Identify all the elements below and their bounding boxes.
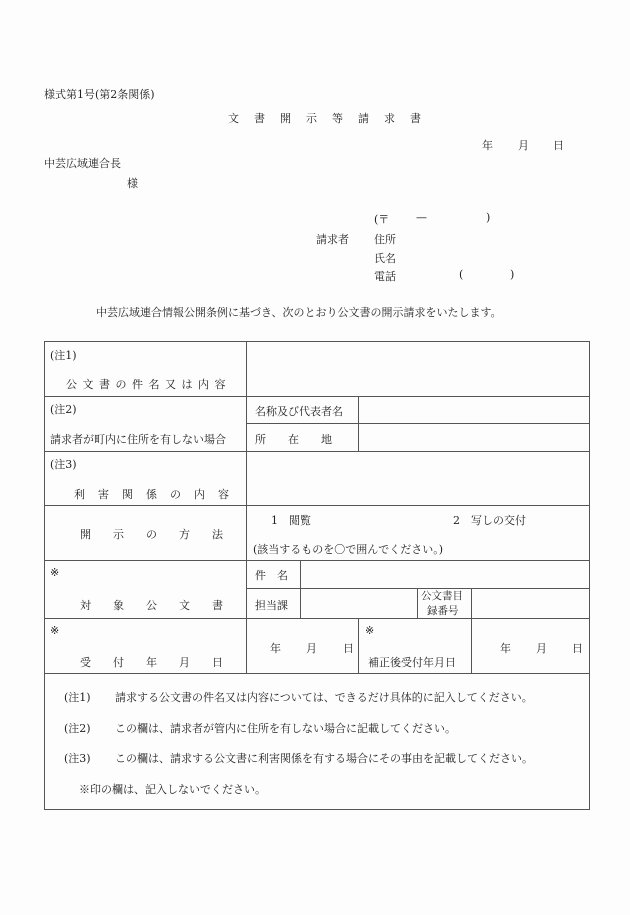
column-divider	[417, 588, 418, 618]
row-divider	[44, 618, 589, 619]
row-divider	[44, 451, 589, 452]
option-copy[interactable]: 2 写しの交付	[453, 514, 526, 527]
address-label: 住所	[374, 233, 396, 246]
catalog-number-label-1: 公文書目	[421, 590, 463, 602]
corrected-year: 年	[500, 642, 511, 655]
column-divider	[300, 560, 301, 618]
row-divider	[246, 423, 589, 424]
intro-text: 中芸広域連合情報公開条例に基づき、次のとおり公文書の開示請求をいたします。	[96, 306, 502, 319]
location-field[interactable]	[360, 425, 586, 450]
row3-label: 利 害 関 係 の 内 容	[74, 488, 230, 501]
column-divider	[471, 588, 472, 673]
name-label: 氏名	[374, 252, 396, 265]
interest-field[interactable]	[248, 453, 586, 504]
note1-text: 請求する公文書の件名又は内容については、できるだけ具体的に記入してください。	[115, 691, 533, 704]
document-title-field[interactable]	[248, 343, 586, 394]
row-divider	[44, 505, 589, 506]
name-representative-field[interactable]	[360, 398, 586, 422]
option-instruction: (該当するものを〇で囲んでください。)	[253, 543, 444, 556]
date-day-label: 日	[553, 139, 564, 152]
receipt-day: 日	[343, 642, 354, 655]
date-month-label: 月	[518, 139, 529, 152]
phone-paren-close: )	[510, 268, 515, 281]
column-divider	[358, 396, 359, 451]
addressee-org: 中芸広域連合長	[44, 157, 121, 170]
name-representative-label: 名称及び代表者名	[255, 405, 343, 418]
row4-label: 開 示 の 方 法	[80, 528, 223, 541]
row5-label: 対 象 公 文 書	[80, 599, 223, 612]
row2-note: (注2)	[50, 403, 77, 416]
requester-label: 請求者	[316, 233, 349, 246]
row-divider	[44, 673, 589, 674]
postal-code-open: (〒	[374, 213, 390, 226]
row1-label: 公 文 書 の 件 名 又 は 内 容	[66, 378, 227, 391]
row-divider	[44, 396, 589, 397]
row2-label: 請求者が町内に住所を有しない場合	[50, 433, 226, 446]
option-view[interactable]: 1 閲覧	[271, 514, 311, 527]
subject-label: 件 名	[255, 569, 288, 582]
postal-code-close: )	[486, 211, 491, 224]
row-divider	[44, 560, 589, 561]
addressee-honorific: 様	[127, 177, 138, 190]
row6-mark2: ※	[365, 624, 375, 637]
note3-text: この欄は、請求する公文書に利害関係を有する場合にその事由を記載してください。	[115, 752, 533, 765]
phone-paren-open: (	[459, 268, 464, 281]
form-number: 様式第1号(第2条関係)	[44, 88, 155, 101]
row6-label: 受 付 年 月 日	[80, 656, 223, 669]
note2-text: この欄は、請求者が管内に住所を有しない場合に記載してください。	[115, 722, 456, 735]
corrected-receipt-label: 補正後受付年月日	[368, 656, 456, 669]
column-divider	[358, 618, 359, 673]
document-title: 文 書 開 示 等 請 求 書	[228, 112, 423, 125]
receipt-year: 年	[270, 642, 281, 655]
phone-label: 電話	[374, 270, 396, 283]
location-label: 所 在 地	[255, 433, 332, 446]
footnote: ※印の欄は、記入しないでください。	[79, 783, 266, 796]
corrected-month: 月	[536, 642, 547, 655]
row1-note: (注1)	[50, 349, 77, 362]
column-divider	[246, 341, 247, 673]
note2-tag: (注2)	[64, 722, 91, 735]
date-year-label: 年	[482, 139, 493, 152]
corrected-day: 日	[572, 642, 583, 655]
row5-mark: ※	[50, 566, 60, 579]
department-label: 担当課	[255, 599, 288, 612]
row6-mark: ※	[50, 624, 60, 637]
postal-code-dash: —	[416, 211, 427, 224]
receipt-month: 月	[306, 642, 317, 655]
catalog-number-label-2: 録番号	[427, 605, 459, 617]
note1-tag: (注1)	[64, 691, 91, 704]
row3-note: (注3)	[50, 458, 77, 471]
note3-tag: (注3)	[64, 752, 91, 765]
